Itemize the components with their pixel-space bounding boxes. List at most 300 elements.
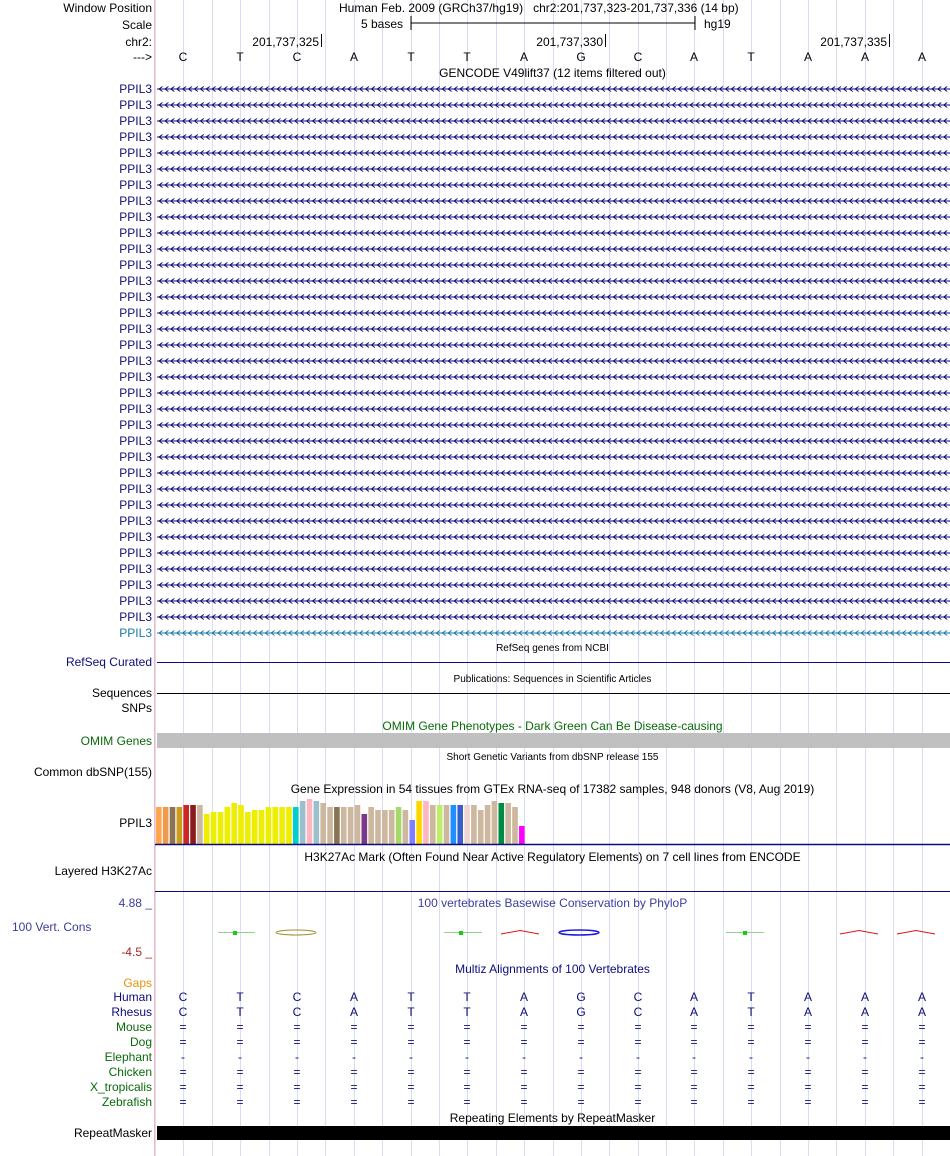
phylop-max-label: 4.88 _: [118, 896, 152, 910]
multiz-base: A: [519, 1005, 528, 1019]
gencode-transcript[interactable]: [157, 564, 950, 574]
gtex-tissue-bar[interactable]: [286, 807, 292, 845]
gencode-gene-label[interactable]: PPIL3: [119, 610, 152, 624]
gencode-gene-label[interactable]: PPIL3: [119, 290, 152, 304]
gencode-gene-label[interactable]: PPIL3: [119, 210, 152, 224]
gencode-gene-label[interactable]: PPIL3: [119, 226, 152, 240]
gencode-gene-label[interactable]: PPIL3: [119, 162, 152, 176]
gencode-transcript[interactable]: [157, 484, 950, 494]
multiz-base: A: [803, 990, 812, 1004]
multiz-base: -: [295, 1050, 299, 1064]
multiz-base: =: [350, 1080, 358, 1094]
gtex-tissue-bar[interactable]: [437, 805, 443, 845]
gtex-tissue-bar[interactable]: [272, 807, 278, 845]
multiz-base: T: [463, 990, 471, 1004]
multiz-base: =: [804, 1095, 812, 1109]
base-letter: A: [519, 50, 528, 64]
gencode-gene-label[interactable]: PPIL3: [119, 322, 152, 336]
multiz-base: -: [522, 1050, 526, 1064]
gencode-gene-label[interactable]: PPIL3: [119, 130, 152, 144]
phylop-track-label[interactable]: 100 Vert. Cons: [12, 920, 92, 934]
gencode-gene-label[interactable]: PPIL3: [119, 498, 152, 512]
multiz-base: -: [409, 1050, 413, 1064]
gencode-transcript[interactable]: [157, 164, 950, 174]
gtex-tissue-bar[interactable]: [368, 807, 374, 845]
multiz-base: C: [178, 1005, 188, 1019]
gtex-tissue-bar[interactable]: [183, 805, 189, 845]
gencode-gene-label[interactable]: PPIL3: [119, 386, 152, 400]
gencode-transcript[interactable]: [157, 420, 950, 430]
multiz-base: A: [860, 1005, 869, 1019]
gtex-tissue-bar[interactable]: [156, 807, 162, 845]
multiz-base: =: [918, 1080, 926, 1094]
repeatmasker-bar[interactable]: [157, 1126, 950, 1140]
base-letter: A: [803, 50, 812, 64]
gencode-gene-label[interactable]: PPIL3: [119, 178, 152, 192]
gencode-gene-label[interactable]: PPIL3: [119, 418, 152, 432]
multiz-base: =: [520, 1020, 528, 1034]
multiz-base: -: [692, 1050, 696, 1064]
gtex-tissue-bar[interactable]: [170, 807, 176, 845]
gtex-tissue-bar[interactable]: [300, 801, 306, 845]
repeatmasker-track-label[interactable]: RepeatMasker: [73, 1126, 152, 1140]
gtex-tissue-bar[interactable]: [266, 807, 272, 845]
gtex-tissue-bar[interactable]: [485, 805, 491, 845]
gtex-tissue-bar[interactable]: [320, 803, 326, 845]
gtex-tissue-bar[interactable]: [238, 805, 244, 845]
gtex-tissue-bar[interactable]: [225, 807, 231, 845]
multiz-base: G: [576, 990, 586, 1004]
base-letter: A: [689, 50, 698, 64]
gencode-transcript[interactable]: [157, 132, 950, 142]
multiz-base: =: [463, 1065, 471, 1079]
multiz-base: -: [806, 1050, 810, 1064]
multiz-base: =: [350, 1095, 358, 1109]
multiz-base: G: [576, 1005, 586, 1019]
multiz-base: C: [178, 990, 188, 1004]
multiz-base: =: [861, 1080, 869, 1094]
multiz-base: =: [577, 1020, 585, 1034]
multiz-base: =: [918, 1020, 926, 1034]
base-letter: T: [407, 50, 415, 64]
multiz-base: -: [749, 1050, 753, 1064]
publications-track-title: Publications: Sequences in Scientific Articles: [453, 674, 652, 685]
multiz-base: =: [293, 1095, 301, 1109]
base-letter: G: [576, 50, 586, 64]
multiz-base: =: [407, 1080, 415, 1094]
multiz-base: =: [179, 1095, 187, 1109]
gtex-tissue-bar[interactable]: [197, 805, 203, 845]
multiz-base: =: [463, 1080, 471, 1094]
multiz-base: =: [463, 1035, 471, 1049]
phylop-min-label: -4.5 _: [121, 945, 152, 959]
position-readout: chr2:201,737,323-201,737,336 (14 bp): [533, 1, 739, 15]
gencode-transcript[interactable]: [157, 228, 950, 238]
multiz-base: =: [236, 1035, 244, 1049]
gtex-tissue-bar[interactable]: [190, 805, 196, 845]
multiz-base: C: [633, 990, 643, 1004]
gencode-gene-label[interactable]: PPIL3: [119, 354, 152, 368]
h3k27ac-baseline: [155, 891, 950, 892]
repeatmasker-track-title: Repeating Elements by RepeatMasker: [449, 1111, 656, 1125]
multiz-base: =: [690, 1065, 698, 1079]
gencode-gene-label[interactable]: PPIL3: [119, 434, 152, 448]
gencode-gene-label[interactable]: PPIL3: [119, 306, 152, 320]
multiz-base: =: [747, 1080, 755, 1094]
gtex-tissue-bar[interactable]: [430, 805, 436, 845]
gtex-tissue-bar[interactable]: [341, 807, 347, 845]
gtex-tissue-bar[interactable]: [382, 810, 388, 845]
gencode-transcript[interactable]: [157, 468, 950, 478]
multiz-base: =: [804, 1020, 812, 1034]
multiz-base: A: [689, 990, 698, 1004]
strand-label: --->: [133, 50, 152, 64]
gtex-tissue-bar[interactable]: [177, 807, 183, 845]
gtex-tissue-bar[interactable]: [519, 826, 525, 845]
multiz-base: C: [292, 990, 302, 1004]
gtex-tissue-bar[interactable]: [416, 801, 422, 845]
multiz-base: -: [636, 1050, 640, 1064]
dbsnp-track-label[interactable]: Common dbSNP(155): [33, 765, 152, 779]
chrom-tick-mark: [321, 34, 322, 47]
multiz-base: -: [238, 1050, 242, 1064]
multiz-base: =: [861, 1065, 869, 1079]
assembly-title: Human Feb. 2009 (GRCh37/hg19) chr2:201,737,323-201,737,336 (14 bp): [339, 1, 739, 15]
publications-line[interactable]: [157, 693, 950, 694]
multiz-base: =: [804, 1035, 812, 1049]
scale-db: hg19: [704, 17, 731, 31]
gencode-gene-label[interactable]: PPIL3: [119, 530, 152, 544]
gtex-tissue-bar[interactable]: [245, 812, 251, 845]
multiz-base: =: [690, 1095, 698, 1109]
gtex-tissue-bar[interactable]: [389, 810, 395, 845]
gencode-transcript[interactable]: [157, 276, 950, 286]
multiz-base: =: [236, 1095, 244, 1109]
gencode-gene-label[interactable]: PPIL3: [119, 402, 152, 416]
multiz-species-label[interactable]: Dog: [129, 1035, 152, 1049]
scale-bar: [410, 14, 698, 32]
gencode-transcript[interactable]: [157, 292, 950, 302]
base-letter: C: [178, 50, 188, 64]
omim-track-label[interactable]: OMIM Genes: [80, 734, 152, 748]
gencode-gene-label[interactable]: PPIL3: [119, 242, 152, 256]
gtex-tissue-bar[interactable]: [457, 805, 463, 845]
multiz-species-label[interactable]: Human: [113, 990, 152, 1004]
gtex-tissue-bar[interactable]: [314, 801, 320, 845]
multiz-base: =: [804, 1080, 812, 1094]
gencode-gene-label[interactable]: PPIL3: [119, 146, 152, 160]
multiz-base: =: [236, 1020, 244, 1034]
multiz-base: -: [863, 1050, 867, 1064]
gencode-gene-label[interactable]: PPIL3: [119, 82, 152, 96]
gencode-gene-label[interactable]: PPIL3: [119, 626, 152, 640]
gtex-tissue-bar[interactable]: [218, 812, 224, 845]
gtex-tissue-bar[interactable]: [307, 799, 313, 845]
gtex-tissue-bar[interactable]: [375, 810, 381, 845]
multiz-base: -: [181, 1050, 185, 1064]
multiz-base: =: [634, 1035, 642, 1049]
gencode-transcript[interactable]: [157, 628, 950, 638]
multiz-base: T: [236, 990, 244, 1004]
multiz-base: =: [293, 1080, 301, 1094]
multiz-base: =: [577, 1095, 585, 1109]
multiz-base: T: [747, 990, 755, 1004]
multiz-base: =: [293, 1035, 301, 1049]
multiz-base: =: [634, 1080, 642, 1094]
multiz-species-label[interactable]: Mouse: [115, 1020, 152, 1034]
multiz-base: =: [634, 1065, 642, 1079]
multiz-base: =: [179, 1065, 187, 1079]
gencode-transcript[interactable]: [157, 116, 950, 126]
multiz-base: =: [293, 1065, 301, 1079]
multiz-base: =: [634, 1095, 642, 1109]
multiz-base: =: [577, 1065, 585, 1079]
window-position-label: Window Position: [63, 1, 152, 15]
multiz-base: A: [803, 1005, 812, 1019]
phylop-signal[interactable]: [155, 922, 950, 946]
multiz-base: =: [179, 1080, 187, 1094]
chrom-label: chr2:: [125, 35, 152, 49]
gencode-gene-label[interactable]: PPIL3: [119, 578, 152, 592]
gtex-tissue-bar[interactable]: [499, 803, 505, 845]
chrom-tick-label: 201,737,335: [820, 35, 887, 49]
gtex-track-label[interactable]: PPIL3: [119, 816, 152, 830]
multiz-base: =: [293, 1020, 301, 1034]
multiz-track-title: Multiz Alignments of 100 Vertebrates: [455, 962, 650, 976]
refseq-track-label[interactable]: RefSeq Curated: [65, 655, 152, 669]
gencode-gene-label[interactable]: PPIL3: [119, 450, 152, 464]
h3k27ac-track-label[interactable]: Layered H3K27Ac: [54, 864, 152, 878]
base-letter: T: [747, 50, 755, 64]
multiz-base: =: [407, 1065, 415, 1079]
gtex-tissue-bar[interactable]: [409, 820, 415, 845]
gtex-tissue-bar[interactable]: [293, 807, 299, 845]
gtex-tissue-bar[interactable]: [403, 810, 409, 845]
chrom-tick-mark: [889, 34, 890, 47]
multiz-base: =: [179, 1020, 187, 1034]
gencode-transcript[interactable]: [157, 612, 950, 622]
gencode-transcript[interactable]: [157, 580, 950, 590]
multiz-base: A: [917, 1005, 926, 1019]
multiz-base: =: [236, 1065, 244, 1079]
gencode-gene-label[interactable]: PPIL3: [119, 274, 152, 288]
gencode-transcript[interactable]: [157, 436, 950, 446]
gtex-tissue-bar[interactable]: [492, 801, 498, 845]
gtex-tissue-bar[interactable]: [396, 807, 402, 845]
publications-track-label[interactable]: Sequences: [91, 686, 152, 700]
multiz-base: T: [407, 1005, 415, 1019]
multiz-base: =: [463, 1020, 471, 1034]
gtex-tissue-bar[interactable]: [355, 805, 361, 845]
gencode-transcript[interactable]: [157, 260, 950, 270]
multiz-base: T: [236, 1005, 244, 1019]
base-letter: A: [860, 50, 869, 64]
multiz-base: =: [861, 1035, 869, 1049]
multiz-base: =: [520, 1035, 528, 1049]
multiz-base: A: [860, 990, 869, 1004]
gtex-tissue-bar[interactable]: [444, 805, 450, 845]
multiz-base: A: [917, 990, 926, 1004]
gencode-transcript[interactable]: [157, 84, 950, 94]
gtex-tissue-bar[interactable]: [211, 812, 217, 845]
scale-length: 5 bases: [361, 17, 404, 31]
gtex-tissue-bar[interactable]: [334, 807, 340, 845]
gencode-transcript[interactable]: [157, 548, 950, 558]
gencode-transcript[interactable]: [157, 516, 950, 526]
gencode-transcript[interactable]: [157, 388, 950, 398]
gencode-transcript[interactable]: [157, 100, 950, 110]
gencode-transcript[interactable]: [157, 180, 950, 190]
multiz-base: =: [918, 1035, 926, 1049]
multiz-base: =: [407, 1035, 415, 1049]
gtex-tissue-bar[interactable]: [259, 810, 265, 845]
omim-gene-bar[interactable]: [157, 733, 950, 748]
gencode-transcript[interactable]: [157, 356, 950, 366]
gencode-transcript[interactable]: [157, 372, 950, 382]
chrom-tick-label: 201,737,325: [252, 35, 319, 49]
gencode-gene-label[interactable]: PPIL3: [119, 594, 152, 608]
multiz-base: =: [520, 1080, 528, 1094]
gencode-transcript[interactable]: [157, 196, 950, 206]
multiz-base: C: [292, 1005, 302, 1019]
chrom-tick-label: 201,737,330: [536, 35, 603, 49]
multiz-base: =: [747, 1035, 755, 1049]
gtex-tissue-bar[interactable]: [478, 810, 484, 845]
snps-track-label[interactable]: SNPs: [121, 701, 152, 715]
multiz-species-label[interactable]: Zebrafish: [101, 1095, 152, 1109]
gtex-tissue-bar[interactable]: [512, 807, 518, 845]
gencode-transcript[interactable]: [157, 212, 950, 222]
multiz-species-label[interactable]: X_tropicalis: [89, 1080, 152, 1094]
multiz-base: T: [747, 1005, 755, 1019]
gtex-tissue-bar[interactable]: [423, 801, 429, 845]
multiz-base: =: [520, 1065, 528, 1079]
multiz-base: =: [747, 1020, 755, 1034]
multiz-base: =: [350, 1065, 358, 1079]
scale-label: Scale: [121, 18, 152, 32]
multiz-base: =: [236, 1080, 244, 1094]
multiz-base: =: [350, 1035, 358, 1049]
multiz-base: =: [861, 1095, 869, 1109]
gencode-transcript[interactable]: [157, 596, 950, 606]
multiz-base: T: [463, 1005, 471, 1019]
base-letter: A: [349, 50, 358, 64]
refseq-track-title: RefSeq genes from NCBI: [496, 643, 609, 654]
multiz-base: =: [179, 1035, 187, 1049]
base-letter: T: [236, 50, 244, 64]
multiz-base: C: [633, 1005, 643, 1019]
multiz-base: =: [747, 1065, 755, 1079]
dbsnp-track-title: Short Genetic Variants from dbSNP release 155: [446, 752, 659, 763]
multiz-base: =: [577, 1080, 585, 1094]
multiz-species-label[interactable]: Chicken: [108, 1065, 152, 1079]
gencode-gene-label[interactable]: PPIL3: [119, 194, 152, 208]
omim-track-title: OMIM Gene Phenotypes - Dark Green Can Be Disease-causing: [382, 719, 723, 733]
gencode-gene-label[interactable]: PPIL3: [119, 258, 152, 272]
multiz-base: A: [689, 1005, 698, 1019]
gtex-tissue-bar[interactable]: [348, 807, 354, 845]
multiz-base: =: [861, 1020, 869, 1034]
gtex-tissue-bar[interactable]: [471, 805, 477, 845]
multiz-base: -: [352, 1050, 356, 1064]
gencode-gene-label[interactable]: PPIL3: [119, 482, 152, 496]
multiz-base: -: [579, 1050, 583, 1064]
multiz-species-label[interactable]: Elephant: [104, 1050, 152, 1064]
multiz-base: =: [520, 1095, 528, 1109]
multiz-base: =: [634, 1020, 642, 1034]
base-letter: C: [633, 50, 643, 64]
gencode-transcript[interactable]: [157, 500, 950, 510]
gtex-tissue-bar[interactable]: [204, 814, 210, 845]
gtex-tissue-bar[interactable]: [464, 805, 470, 845]
gencode-transcript[interactable]: [157, 340, 950, 350]
multiz-base: =: [407, 1095, 415, 1109]
gtex-tissue-bar[interactable]: [252, 810, 258, 845]
multiz-base: =: [918, 1065, 926, 1079]
multiz-base: A: [349, 1005, 358, 1019]
refseq-line[interactable]: [157, 662, 950, 663]
multiz-species-label[interactable]: Rhesus: [111, 1005, 152, 1019]
gtex-tissue-bar[interactable]: [505, 803, 511, 845]
gencode-gene-label[interactable]: PPIL3: [119, 98, 152, 112]
multiz-base: =: [690, 1035, 698, 1049]
gtex-tissue-bar[interactable]: [163, 807, 169, 845]
gencode-transcript[interactable]: [157, 244, 950, 254]
base-letter: T: [463, 50, 471, 64]
gencode-transcript[interactable]: [157, 324, 950, 334]
label-divider: [154, 0, 155, 1156]
gencode-gene-label[interactable]: PPIL3: [119, 562, 152, 576]
gencode-gene-label[interactable]: PPIL3: [119, 514, 152, 528]
gtex-tissue-bar[interactable]: [231, 803, 237, 845]
gencode-gene-label[interactable]: PPIL3: [119, 466, 152, 480]
multiz-base: T: [407, 990, 415, 1004]
gtex-tissue-bar[interactable]: [279, 807, 285, 845]
gencode-transcript[interactable]: [157, 148, 950, 158]
gencode-transcript[interactable]: [157, 452, 950, 462]
gencode-gene-label[interactable]: PPIL3: [119, 338, 152, 352]
gtex-track-title: Gene Expression in 54 tissues from GTEx RNA-seq of 17382 samples, 948 donors (V8, Aug 2019): [290, 782, 815, 796]
gtex-expression-chart[interactable]: [155, 797, 950, 847]
multiz-base: =: [690, 1080, 698, 1094]
multiz-base: =: [918, 1095, 926, 1109]
gtex-tissue-bar[interactable]: [362, 814, 368, 845]
multiz-base: =: [747, 1095, 755, 1109]
multiz-base: =: [577, 1035, 585, 1049]
gencode-transcript[interactable]: [157, 308, 950, 318]
multiz-base: A: [519, 990, 528, 1004]
gencode-transcript[interactable]: [157, 532, 950, 542]
gencode-gene-label[interactable]: PPIL3: [119, 114, 152, 128]
multiz-base: A: [349, 990, 358, 1004]
multiz-base: =: [690, 1020, 698, 1034]
gtex-tissue-bar[interactable]: [451, 805, 457, 845]
multiz-base: -: [465, 1050, 469, 1064]
base-letter: C: [292, 50, 302, 64]
multiz-base: =: [350, 1020, 358, 1034]
gencode-gene-label[interactable]: PPIL3: [119, 370, 152, 384]
multiz-base: =: [407, 1020, 415, 1034]
chrom-tick-mark: [605, 34, 606, 47]
phylop-track-title: 100 vertebrates Basewise Conservation by PhyloP: [417, 896, 688, 910]
multiz-base: -: [920, 1050, 924, 1064]
gencode-transcript[interactable]: [157, 404, 950, 414]
gaps-label[interactable]: Gaps: [123, 976, 152, 990]
h3k27ac-track-title: H3K27Ac Mark (Often Found Near Active Regulatory Elements) on 7 cell lines from ENCODE: [304, 850, 801, 864]
gencode-gene-label[interactable]: PPIL3: [119, 546, 152, 560]
gtex-tissue-bar[interactable]: [327, 807, 333, 845]
multiz-base: =: [463, 1095, 471, 1109]
